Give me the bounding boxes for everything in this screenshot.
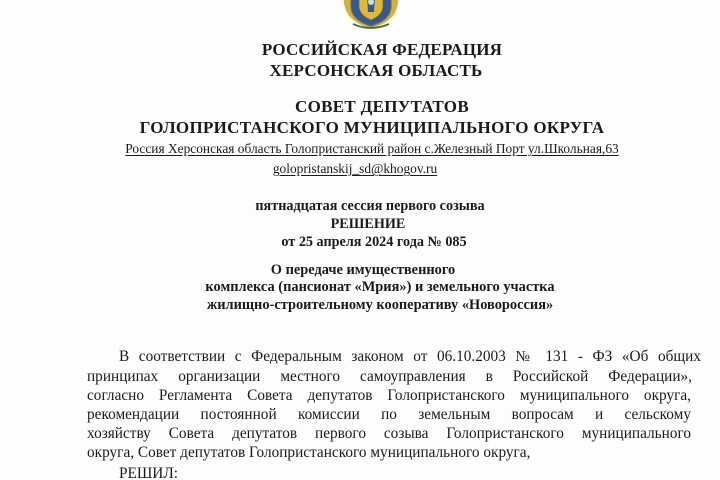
body-line-2: принципах организации местного самоуправления в Российской Федерации», — [87, 368, 692, 385]
coat-of-arms-emblem — [341, 0, 401, 30]
subject-line-1: О передаче имущественного — [270, 262, 456, 278]
body-line-7: РЕШИЛ: — [119, 465, 178, 480]
body-line-5: хозяйству Совета депутатов первого созыва Голопристанского муниципального — [87, 425, 691, 442]
body-line-3: согласно Регламента Совета депутатов Голопристанского муниципального округа, — [87, 387, 691, 404]
body-line-1: В соответствии с Федеральным законом от 06.10.2003 № 131 - ФЗ «Об общих — [119, 348, 701, 365]
municipality-heading: ГОЛОПРИСТАНСКОГО МУНИЦИПАЛЬНОГО ОКРУГА — [139, 118, 605, 137]
region-heading: ХЕРСОНСКАЯ ОБЛАСТЬ — [269, 61, 483, 80]
body-line-4: рекомендации постоянной комиссии по земельным вопросам и сельскому — [87, 406, 691, 423]
council-email: golopristanskij_sd@khogov.ru — [272, 161, 438, 176]
subject-line-3: жилищно-строительному кооперативу «Новороссия» — [206, 297, 554, 313]
council-heading: СОВЕТ ДЕПУТАТОВ — [295, 97, 469, 116]
decision-date-number: от 25 апреля 2024 года № 085 — [281, 234, 467, 250]
session-label: пятнадцатая сессия первого созыва — [255, 198, 485, 214]
country-heading: РОССИЙСКАЯ ФЕДЕРАЦИЯ — [261, 40, 503, 59]
council-address: Россия Херсонская область Голопристанский район с.Железный Порт ул.Школьная,63 — [125, 141, 619, 156]
body-line-6: округа, Совет депутатов Голопристанского муниципального округа, — [87, 444, 531, 461]
decision-type-label: РЕШЕНИЕ — [330, 216, 406, 232]
subject-line-2: комплекса (пансионат «Мрия») и земельного участка — [205, 279, 555, 295]
